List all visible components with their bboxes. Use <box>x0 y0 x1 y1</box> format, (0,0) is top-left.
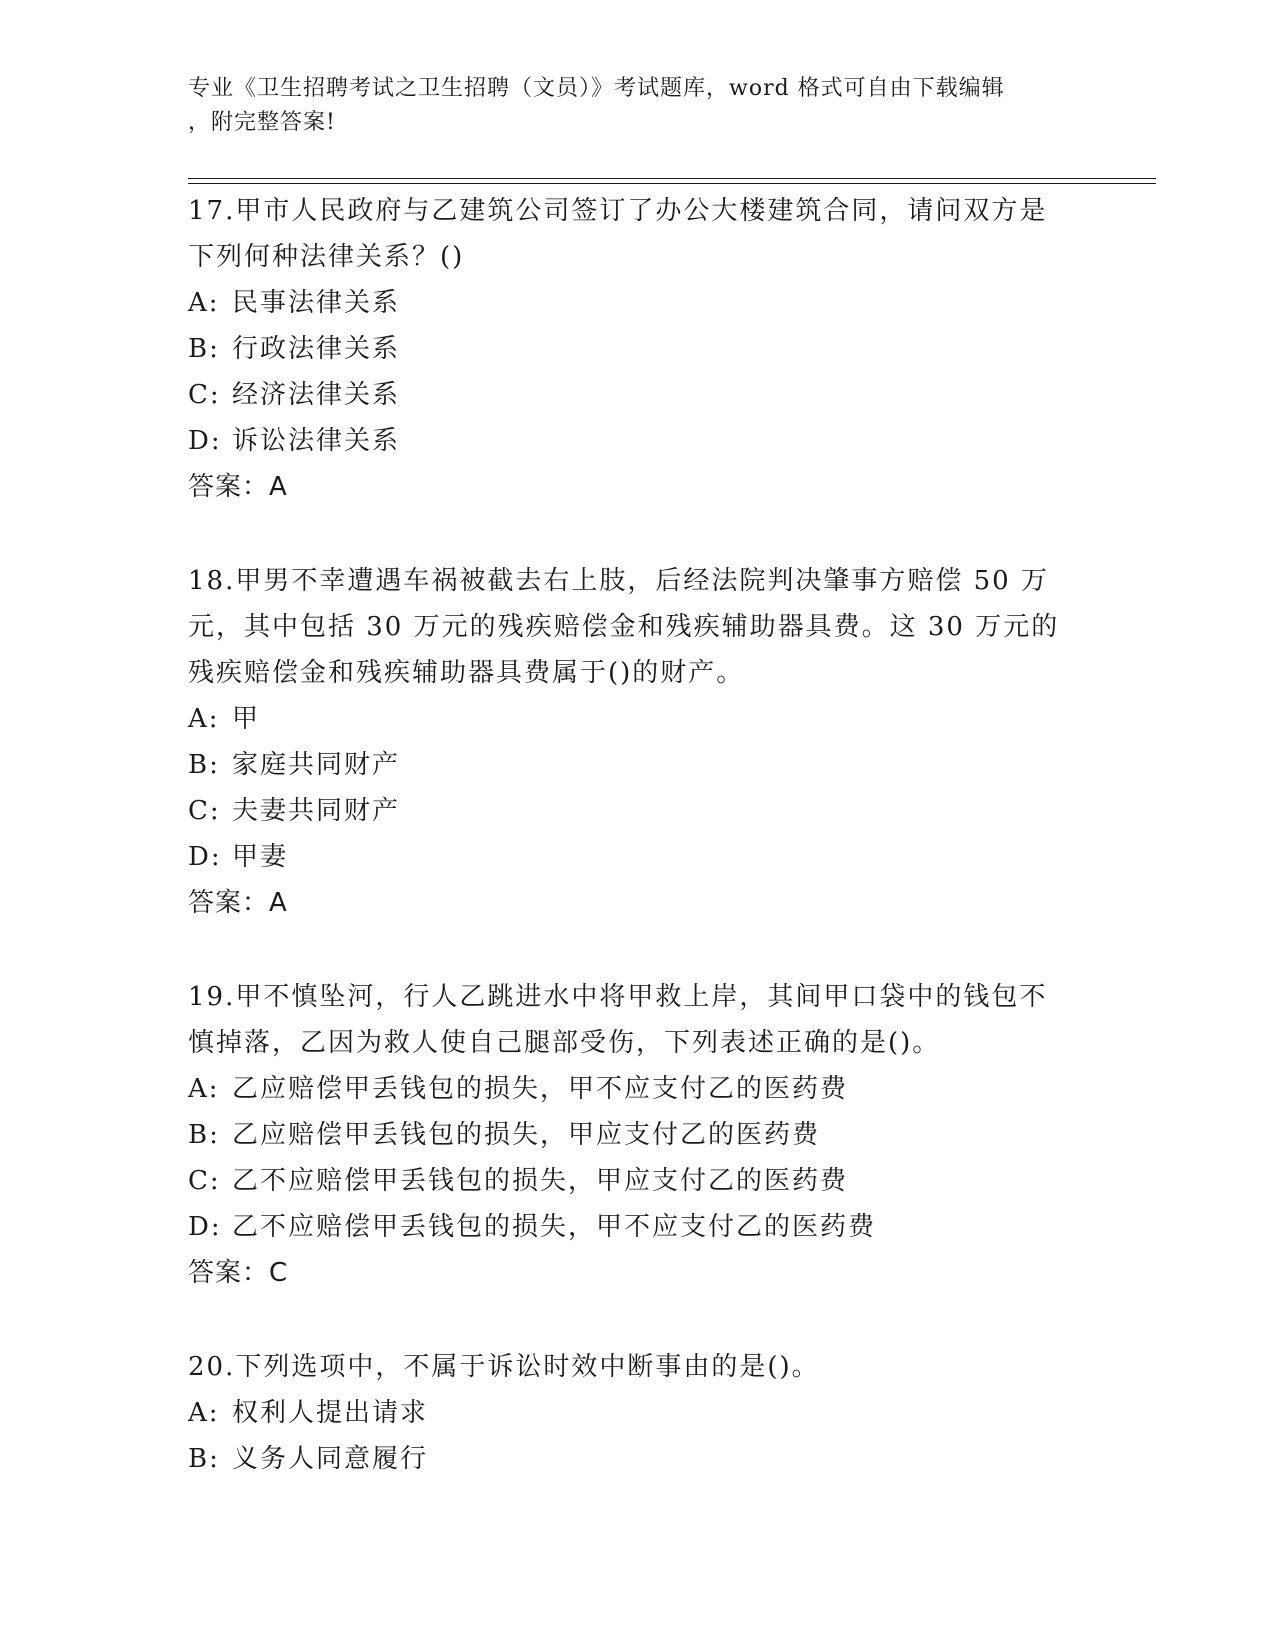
question-17 <box>188 188 1088 510</box>
question-stem <box>188 1344 1088 1390</box>
option-d <box>188 418 1088 464</box>
stem-line: 元，其中包括 30 万元的残疾赔偿金和残疾辅助器具费。这 30 万元的 <box>188 612 1060 642</box>
option-a <box>188 280 1088 326</box>
option-text: 行政法律关系 <box>232 334 401 364</box>
option-key: B: <box>188 1444 220 1474</box>
option-c <box>188 1158 1088 1204</box>
document-header <box>188 72 1068 140</box>
option-text: 乙不应赔偿甲丢钱包的损失，甲应支付乙的医药费 <box>232 1166 849 1196</box>
stem-line: 下列何种法律关系？() <box>188 242 465 272</box>
question-18 <box>188 558 1088 926</box>
option-text: 诉讼法律关系 <box>232 426 401 456</box>
option-key: A: <box>188 1074 220 1104</box>
header-divider-bottom <box>188 183 1156 184</box>
stem-line: 残疾赔偿金和残疾辅助器具费属于()的财产。 <box>188 658 745 688</box>
option-key: A: <box>188 704 220 734</box>
answer-line: 答案：C <box>188 1258 289 1288</box>
option-c <box>188 372 1088 418</box>
stem-line: 20.下列选项中，不属于诉讼时效中断事由的是()。 <box>188 1352 820 1382</box>
question-stem <box>188 558 1088 696</box>
option-key: A: <box>188 1398 220 1428</box>
option-d <box>188 834 1088 880</box>
answer-line: 答案：A <box>188 888 288 918</box>
question-19 <box>188 974 1088 1296</box>
stem-line: 17.甲市人民政府与乙建筑公司签订了办公大楼建筑合同，请问双方是 <box>188 196 1048 226</box>
option-text: 经济法律关系 <box>232 380 401 410</box>
option-a <box>188 1390 1088 1436</box>
header-divider-top <box>188 178 1156 179</box>
question-stem <box>188 974 1088 1066</box>
option-text: 乙应赔偿甲丢钱包的损失，甲不应支付乙的医药费 <box>232 1074 849 1104</box>
stem-line: 19.甲不慎坠河，行人乙跳进水中将甲救上岸，其间甲口袋中的钱包不 <box>188 982 1048 1012</box>
option-key: C: <box>188 380 221 410</box>
option-text: 乙应赔偿甲丢钱包的损失，甲应支付乙的医药费 <box>232 1120 821 1150</box>
option-key: A: <box>188 288 220 318</box>
option-text: 甲妻 <box>232 842 289 872</box>
option-b <box>188 742 1088 788</box>
answer-line: 答案：A <box>188 472 288 502</box>
header-line-2: ，附完整答案! <box>188 110 336 135</box>
option-key: D: <box>188 1212 222 1242</box>
header-line-1: 专业《卫生招聘考试之卫生招聘（文员）》考试题库，word 格式可自由下载编辑 <box>188 76 1005 101</box>
option-text: 夫妻共同财产 <box>232 796 401 826</box>
question-20 <box>188 1344 1088 1482</box>
option-key: C: <box>188 1166 221 1196</box>
stem-line: 18.甲男不幸遭遇车祸被截去右上肢，后经法院判决肇事方赔偿 50 万 <box>188 566 1049 596</box>
option-b <box>188 1436 1088 1482</box>
option-key: D: <box>188 842 222 872</box>
option-key: C: <box>188 796 221 826</box>
option-key: B: <box>188 334 220 364</box>
question-stem <box>188 188 1088 280</box>
option-text: 民事法律关系 <box>232 288 401 318</box>
option-a <box>188 1066 1088 1112</box>
option-key: D: <box>188 426 222 456</box>
option-d <box>188 1204 1088 1250</box>
option-text: 家庭共同财产 <box>232 750 401 780</box>
option-text: 权利人提出请求 <box>232 1398 429 1428</box>
stem-line: 慎掉落，乙因为救人使自己腿部受伤，下列表述正确的是()。 <box>188 1028 941 1058</box>
option-c <box>188 788 1088 834</box>
option-b <box>188 1112 1088 1158</box>
option-text: 乙不应赔偿甲丢钱包的损失，甲不应支付乙的医药费 <box>232 1212 877 1242</box>
option-text: 义务人同意履行 <box>232 1444 429 1474</box>
option-key: B: <box>188 750 220 780</box>
option-a <box>188 696 1088 742</box>
option-key: B: <box>188 1120 220 1150</box>
question-list <box>188 188 1088 1482</box>
option-b <box>188 326 1088 372</box>
option-text: 甲 <box>232 704 261 734</box>
